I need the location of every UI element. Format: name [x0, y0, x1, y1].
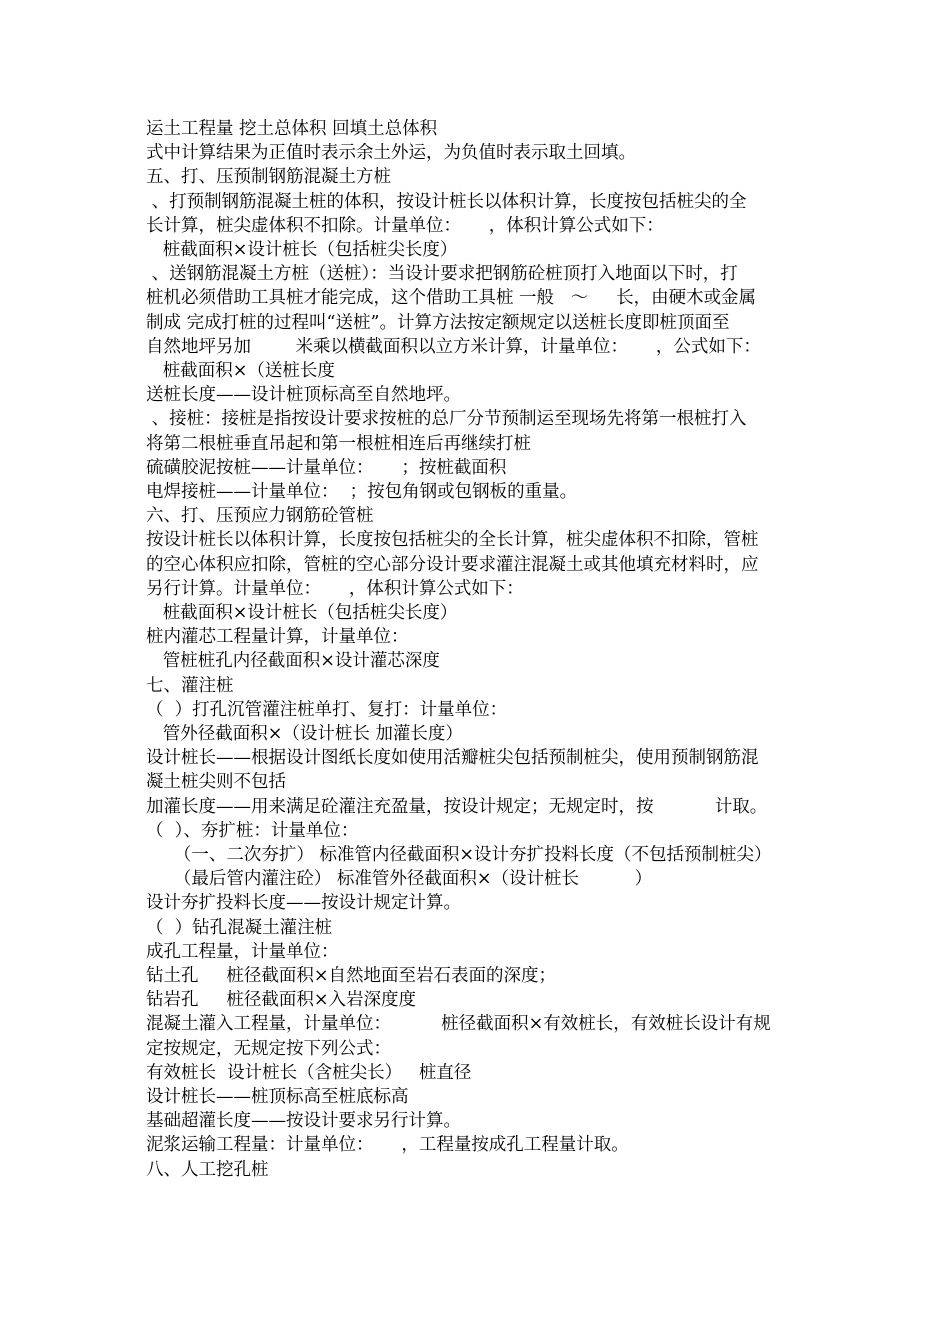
text-line: 的空心体积应扣除，管桩的空心部分设计要求灌注混凝土或其他填充材料时，应: [146, 554, 759, 575]
text-line: 管桩桩孔内径截面积×设计灌芯深度: [146, 651, 440, 672]
text-line: 六、打、压预应力钢筋砼管桩: [146, 506, 374, 527]
text-line: 设计桩长——根据设计图纸长度如使用活瓣桩尖包括预制桩尖，使用预制钢筋混: [146, 748, 759, 769]
text-line: （ ）、夯扩桩：计量单位：: [146, 820, 359, 841]
text-line: 基础超灌长度——按设计要求另行计算。: [146, 1111, 461, 1132]
text-line: 、送钢筋混凝土方桩（送桩）：当设计要求把钢筋砼桩顶打入地面以下时，打: [146, 264, 738, 285]
text-line: 五、打、压预制钢筋混凝土方桩: [146, 167, 391, 188]
text-line: 硫磺胶泥按桩——计量单位： ；按桩截面积: [146, 457, 507, 478]
text-line: 按设计桩长以体积计算，长度按包括桩尖的全长计算，桩尖虚体积不扣除，管桩: [146, 530, 759, 551]
text-line: 送桩长度——设计桩顶标高至自然地坪。: [146, 385, 461, 406]
text-line: 设计桩长——桩顶标高至桩底标高: [146, 1087, 409, 1107]
text-line: 桩机必须借助工具桩才能完成，这个借助工具桩 一般 ～ 长，由硬木或金属: [146, 288, 757, 309]
text-line: 自然地坪另加 米乘以横截面积以立方米计算，计量单位： ，公式如下：: [146, 336, 761, 357]
text-line: （最后管内灌注砼） 标准管外径截面积×（设计桩长 ）: [146, 869, 653, 890]
text-line: 泥浆运输工程量：计量单位： ，工程量按成孔工程量计取。: [146, 1135, 629, 1156]
text-line: 桩内灌芯工程量计算，计量单位：: [146, 627, 409, 648]
text-line: 定按规定，无规定按下列公式：: [146, 1038, 391, 1059]
text-line: （一、二次夯扩） 标准管内径截面积×设计夯扩投料长度（不包括预制桩尖）: [146, 845, 772, 865]
text-line: （ ）打孔沉管灌注桩单打、复打：计量单位：: [146, 699, 508, 720]
text-line: 凝土桩尖则不包括: [146, 772, 286, 793]
text-line: 加灌长度——用来满足砼灌注充盈量，按设计规定；无规定时，按 计取。: [146, 796, 768, 817]
text-line: 将第二根桩垂直吊起和第一根桩相连后再继续打桩: [146, 433, 531, 454]
text-line: 钻土孔 桩径截面积×自然地面至岩石表面的深度；: [146, 966, 556, 986]
text-line: 成孔工程量，计量单位：: [146, 941, 339, 962]
text-line: 钻岩孔 桩径截面积×入岩深度度: [146, 990, 416, 1011]
text-line: 电焊接桩——计量单位： ；按包角钢或包钢板的重量。: [146, 482, 578, 502]
text-line: 、接桩：接桩是指按设计要求按桩的总厂分节预制运至现场先将第一根桩打入: [146, 409, 747, 430]
text-line: 桩截面积×（送桩长度: [146, 361, 335, 381]
text-line: （ ）钻孔混凝土灌注桩: [146, 917, 333, 938]
text-line: 混凝土灌入工程量，计量单位： 桩径截面积×有效桩长，有效桩长设计有规: [146, 1014, 771, 1035]
text-line: 设计夯扩投料长度——按设计规定计算。: [146, 893, 461, 914]
text-line: 八、人工挖孔桩: [146, 1159, 269, 1180]
text-line: 、打预制钢筋混凝土桩的体积，按设计桩长以体积计算，长度按包括桩尖的全: [146, 191, 747, 212]
text-line: 长计算，桩尖虚体积不扣除。计量单位： ，体积计算公式如下：: [146, 215, 664, 236]
text-line: 有效桩长 设计桩长（含桩尖长） 桩直径: [146, 1062, 472, 1083]
text-line: 七、灌注桩: [146, 675, 234, 696]
text-line: 桩截面积×设计桩长（包括桩尖长度）: [146, 240, 458, 260]
text-line: 制成 完成打桩的过程叫“送桩”。计算方法按定额规定以送桩长度即桩顶面至: [146, 312, 730, 333]
text-line: 运土工程量 挖土总体积 回填土总体积: [146, 119, 438, 139]
text-line: 式中计算结果为正值时表示余土外运，为负值时表示取土回填。: [146, 143, 636, 164]
text-line: 管外径截面积×（设计桩长 加灌长度）: [146, 724, 463, 744]
text-line: 另行计算。计量单位： ，体积计算公式如下：: [146, 578, 524, 599]
text-line: 桩截面积×设计桩长（包括桩尖长度）: [146, 603, 458, 623]
